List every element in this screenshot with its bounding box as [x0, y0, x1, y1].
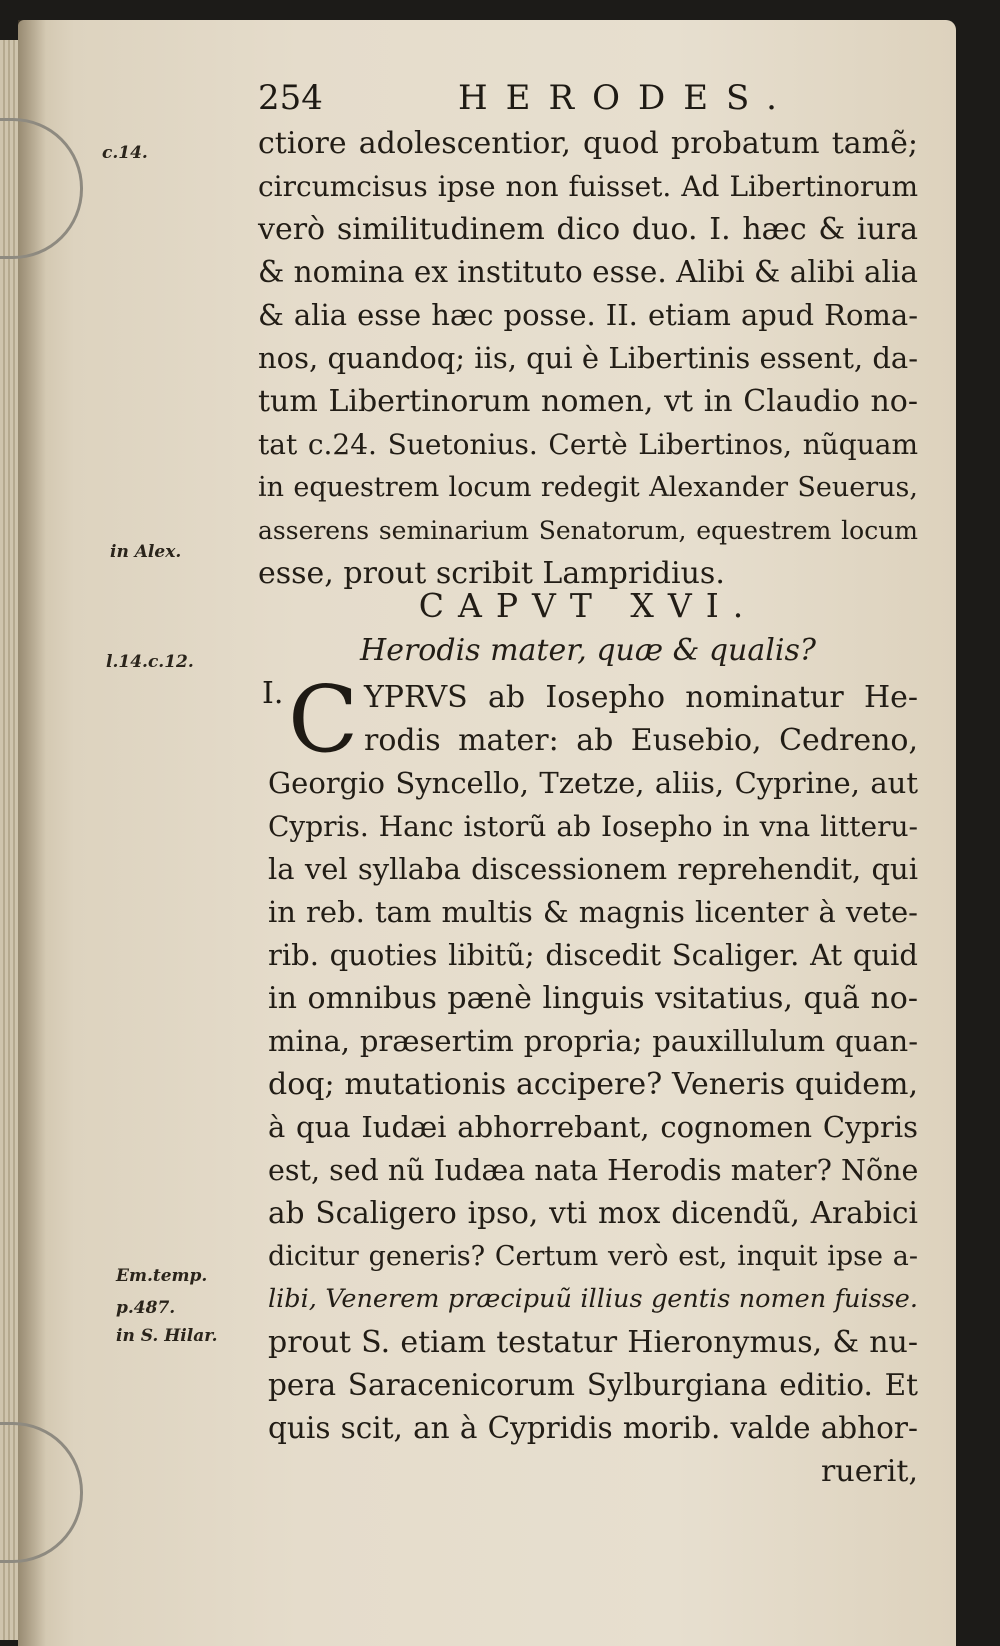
text-line: est, sed nũ Iudæa nata Herodis mater? Nõne	[268, 1154, 919, 1187]
text-line: in equestrem locum redegit Alexander Seuerus,	[258, 472, 918, 503]
text-block-1	[258, 122, 918, 595]
text-line: quis scit, an à Cypridis morib. valde abhor-	[268, 1411, 918, 1445]
page-number: 254	[258, 78, 323, 118]
text-line: Cypris. Hanc istorũ ab Iosepho in vna litteru-	[268, 810, 918, 843]
text-line: tat c.24. Suetonius. Certè Libertinos, nũquam	[258, 428, 918, 461]
text-line: libi, Venerem præcipuũ illius gentis nomen fuisse.	[268, 1284, 918, 1314]
text-line: ab Scaligero ipso, vti mox dicendũ, Arabici	[268, 1196, 918, 1230]
drop-cap: C	[288, 666, 359, 773]
text-line: ctiore adolescentior, quod probatum tamẽ;	[258, 126, 918, 161]
chapter-subtitle: Herodis mater, quæ & qualis?	[360, 633, 816, 668]
margin-note: c.14.	[102, 143, 148, 163]
running-title: HERODES.	[458, 78, 795, 118]
text-line: verò similitudinem dico duo. I. hæc & iura	[258, 212, 918, 247]
text-line: Georgio Syncello, Tzetze, aliis, Cyprine, aut	[268, 766, 918, 800]
text-line: tum Libertinorum nomen, vt in Claudio no-	[258, 384, 918, 419]
text-line: rib. quoties libitũ; discedit Scaliger. At quid	[268, 938, 918, 972]
text-line: circumcisus ipse non fuisset. Ad Libertinorum	[258, 170, 918, 203]
text-line: nos, quandoq; iis, qui è Libertinis essent, da-	[258, 341, 918, 375]
text-line: dicitur generis? Certum verò est, inquit ipse a-	[268, 1241, 918, 1272]
text-line: rodis mater: ab Eusebio, Cedreno,	[364, 723, 918, 758]
text-line: doq; mutationis accipere? Veneris quidem,	[268, 1067, 918, 1102]
text-line: mina, præsertim propria; pauxillulum quan-	[268, 1024, 918, 1058]
text-line: & nomina ex instituto esse. Alibi & alibi alia	[258, 255, 918, 289]
text-line: in omnibus pænè linguis vsitatius, quã no-	[268, 981, 918, 1016]
margin-note: in Alex.	[110, 542, 182, 562]
text-line: in reb. tam multis & magnis licenter à vete-	[268, 895, 918, 929]
page-header	[258, 78, 918, 128]
margin-note: p.487.	[116, 1298, 176, 1318]
text-line: la vel syllaba discessionem reprehendit, qui	[268, 852, 918, 886]
margin-note: in S. Hilar.	[116, 1326, 218, 1346]
text-line: prout S. etiam testatur Hieronymus, & nu-	[268, 1325, 918, 1360]
margin-note: l.14.c.12.	[106, 652, 194, 672]
text-line: pera Saracenicorum Sylburgiana editio. Et	[268, 1368, 918, 1402]
margin-note: Em.temp.	[116, 1266, 208, 1286]
text-line: à qua Iudæi abhorrebant, cognomen Cypris	[268, 1110, 918, 1144]
text-line: YPRVS ab Iosepho nominatur He-	[364, 680, 918, 715]
binding-shadow	[18, 20, 46, 1646]
section-number: I.	[262, 676, 284, 711]
chapter-heading: CAPVT XVI.	[418, 586, 758, 625]
text-line: & alia esse hæc posse. II. etiam apud Roma-	[258, 298, 918, 332]
text-line: asserens seminarium Senatorum, equestrem locum	[258, 516, 918, 545]
text-line: esse, prout scribit Lampridius.	[258, 556, 725, 591]
catchword: ruerit,	[821, 1454, 918, 1489]
text-block-2	[268, 666, 919, 1493]
